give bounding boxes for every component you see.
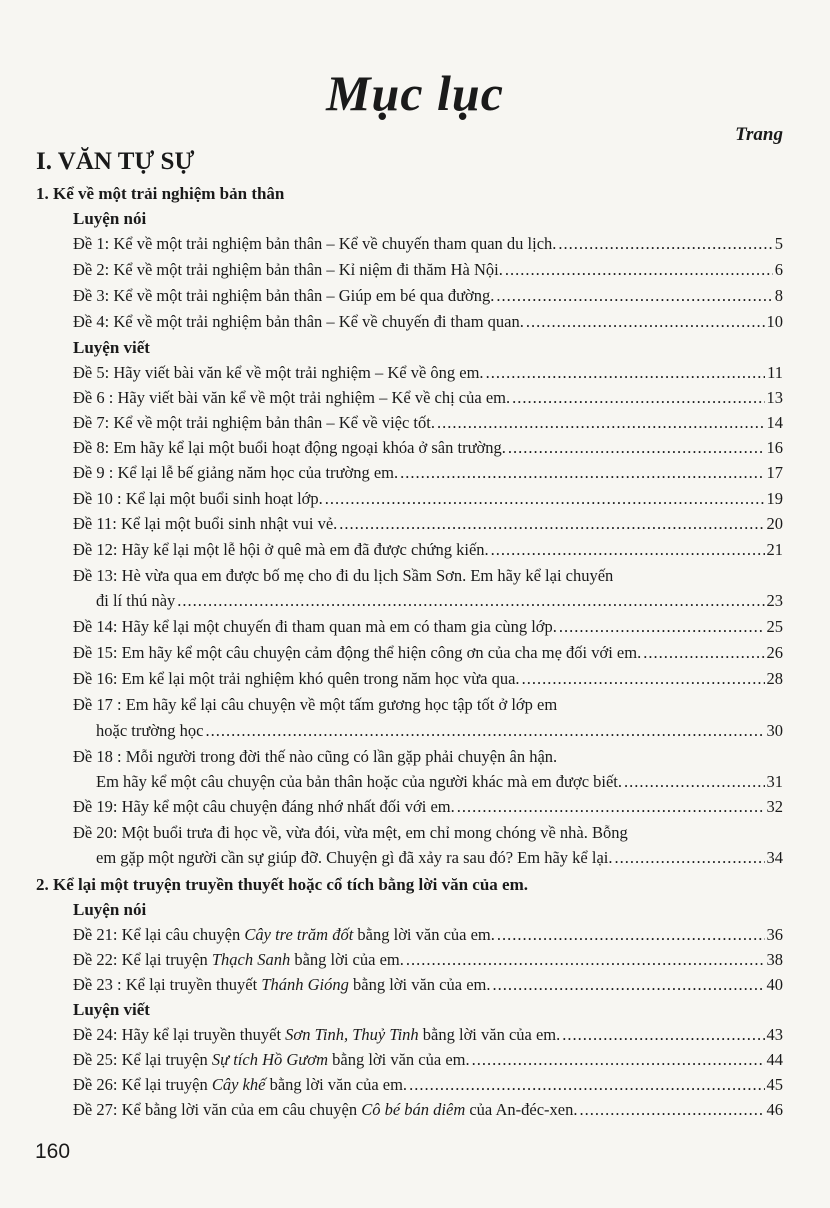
section-heading: 2. Kể lại một truyện truyền thuyết hoặc cổ tích bằng lời văn của em. [36,875,528,894]
toc-entry[interactable]: hoặc trường học ..... 30 [96,721,783,741]
toc-entry[interactable]: Đề 19: Hãy kể một câu chuyện đáng nhớ nhất đối với em. ..... 32 [73,797,783,817]
subsection-heading: Luyện nói [73,900,147,919]
toc-entry[interactable]: Đề 14: Hãy kể lại một chuyến đi tham quan mà em có tham gia cùng lớp. ..... 25 [73,617,783,637]
toc-entry[interactable]: Đề 26: Kể lại truyện Cây khế bằng lời văn của em. ..... 45 [73,1075,783,1095]
section-heading: 1. Kể về một trải nghiệm bản thân [36,184,285,203]
toc-entry[interactable]: Đề 11: Kể lại một buổi sinh nhật vui vẻ. ..... 20 [73,514,783,534]
toc-entry[interactable]: Đề 5: Hãy viết bài văn kể về một trải nghiệm – Kể về ông em. ..... 11 [73,363,783,383]
subsection-heading: Luyện viết [73,1000,150,1019]
toc-entry[interactable]: Đề 16: Em kể lại một trải nghiệm khó quên trong năm học vừa qua. ..... 28 [73,669,783,689]
toc-entry-line: Đề 20: Một buổi trưa đi học về, vừa đói, vừa mệt, em chỉ mong chóng về nhà. Bỗng [73,823,628,842]
subsection-heading: Luyện nói [73,209,147,228]
toc-entry[interactable]: Đề 9 : Kể lại lễ bế giảng năm học của trường em. ..... 17 [73,463,783,483]
toc-entry[interactable]: đi lí thú này ..... 23 [96,591,783,611]
toc-entry[interactable]: Đề 22: Kể lại truyện Thạch Sanh bằng lời của em. ..... 38 [73,950,783,970]
toc-entry-line: Đề 13: Hè vừa qua em được bố mẹ cho đi du lịch Sầm Sơn. Em hãy kể lại chuyến [73,566,614,585]
toc-entry[interactable]: Đề 27: Kể bằng lời văn của em câu chuyện Cô bé bán diêm của An-đéc-xen. ..... 46 [73,1100,783,1120]
toc-entry[interactable]: Đề 8: Em hãy kể lại một buổi hoạt động ngoại khóa ở sân trường. ..... 16 [73,438,783,458]
toc-entry[interactable]: Đề 7: Kể về một trải nghiệm bản thân – Kể về việc tốt. ..... 14 [73,413,783,433]
toc-entry[interactable]: Em hãy kể một câu chuyện của bản thân hoặc của người khác mà em được biết. ..... 31 [96,772,783,792]
toc-entry-line: Đề 17 : Em hãy kể lại câu chuyện về một tấm gương học tập tốt ở lớp em [73,695,558,714]
page-column-label: Trang [735,124,783,145]
toc-entry[interactable]: Đề 12: Hãy kể lại một lễ hội ở quê mà em đã được chứng kiến. ..... 21 [73,540,783,560]
toc-entry[interactable]: Đề 6 : Hãy viết bài văn kể về một trải nghiệm – Kể về chị của em. ..... 13 [73,388,783,408]
toc-entry[interactable]: Đề 24: Hãy kể lại truyền thuyết Sơn Tinh, Thuỷ Tinh bằng lời văn của em. ..... 43 [73,1025,783,1045]
toc-entry[interactable]: Đề 10 : Kể lại một buổi sinh hoạt lớp. ..... 19 [73,489,783,509]
toc-entry[interactable]: Đề 3: Kể về một trải nghiệm bản thân – Giúp em bé qua đường. ..... 8 [73,286,783,306]
toc-entry[interactable]: Đề 4: Kể về một trải nghiệm bản thân – Kể về chuyến đi tham quan. ..... 10 [73,312,783,332]
toc-entry-line: Đề 18 : Mỗi người trong đời thế nào cũng có lần gặp phải chuyện ân hận. [73,747,558,766]
toc-entry[interactable]: Đề 23 : Kể lại truyền thuyết Thánh Gióng bằng lời văn của em. ..... 40 [73,975,783,995]
page-number: 160 [35,1140,71,1163]
subsection-heading: Luyện viết [73,338,150,357]
toc-entry[interactable]: em gặp một người cần sự giúp đỡ. Chuyện gì đã xảy ra sau đó? Em hãy kể lại. ..... 34 [96,848,783,868]
toc-entry[interactable]: Đề 2: Kể về một trải nghiệm bản thân – Kỉ niệm đi thăm Hà Nội. ..... 6 [73,260,783,280]
part-heading: I. VĂN TỰ SỰ [36,148,195,175]
page-title: Mục lục [326,65,504,121]
toc-entry[interactable]: Đề 1: Kể về một trải nghiệm bản thân – Kể về chuyến tham quan du lịch. ..... 5 [73,234,783,254]
toc-entry[interactable]: Đề 25: Kể lại truyện Sự tích Hồ Gươm bằng lời văn của em. ..... 44 [73,1050,783,1070]
toc-entry[interactable]: Đề 21: Kể lại câu chuyện Cây tre trăm đốt bằng lời văn của em. ..... 36 [73,925,783,945]
toc-entry[interactable]: Đề 15: Em hãy kể một câu chuyện cảm động thể hiện công ơn của cha mẹ đối với em. ..... 26 [73,643,783,663]
